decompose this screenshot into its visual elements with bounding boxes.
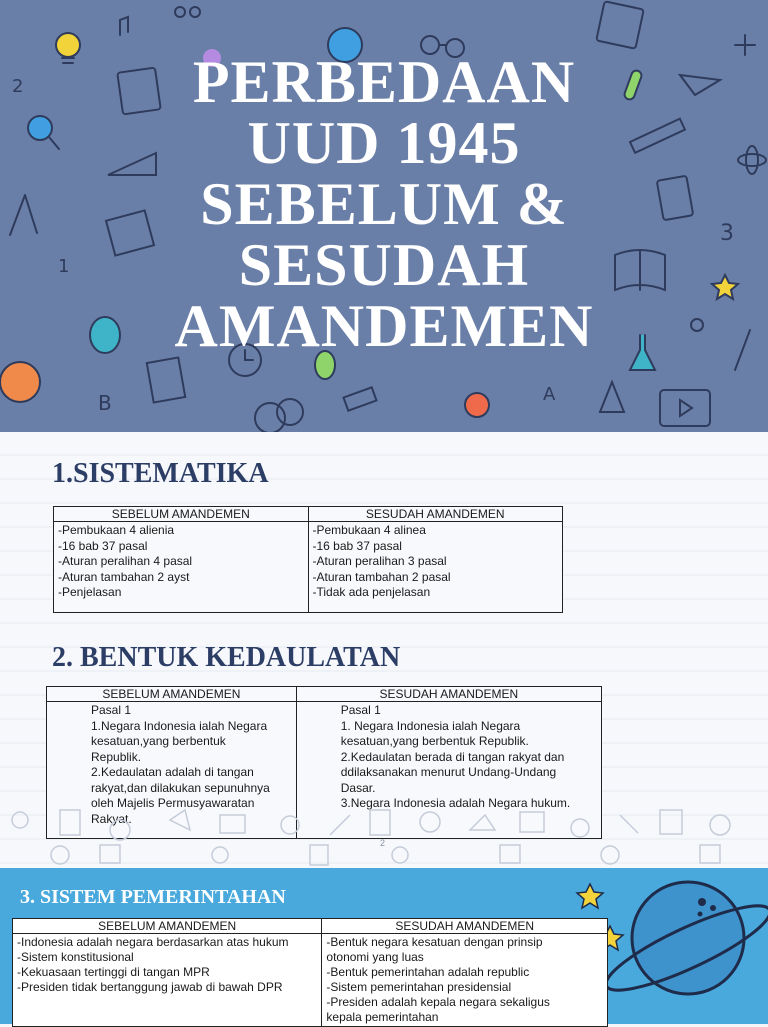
section1-after-cell xyxy=(308,522,563,613)
list-item: Dasar. xyxy=(340,780,376,795)
circles-icon xyxy=(255,403,285,432)
music-note-icon xyxy=(120,17,128,35)
section3-header-after: SESUDAH AMANDEMEN xyxy=(322,919,608,934)
hero-title-line: AMANDEMEN xyxy=(174,293,594,359)
hero-title-line: SESUDAH xyxy=(238,232,530,298)
section3-after-cell xyxy=(322,934,608,1027)
list-item: 2.Kedaulatan berada di tangan rakyat dan xyxy=(340,749,565,764)
page-number: 2 xyxy=(380,838,386,848)
star-icon xyxy=(577,884,603,908)
list-item: -16 bab 37 pasal xyxy=(58,538,148,553)
list-item: -Pembukaan 4 alinea xyxy=(312,523,426,537)
section1-title: 1.SISTEMATIKA xyxy=(52,458,269,489)
list-item: Pasal 1 xyxy=(340,703,381,717)
list-item: -Tidak ada penjelasan xyxy=(312,585,431,599)
number-1-icon: 1 xyxy=(58,256,70,277)
list-item: -Bentuk negara kesatuan dengan prinsip xyxy=(326,935,543,949)
hero-title-line: PERBEDAAN xyxy=(192,49,576,115)
list-item: 3.Negara Indonesia adalah Negara hukum. xyxy=(340,796,571,810)
hero-banner xyxy=(0,0,768,432)
list-item: Rakyat. xyxy=(91,811,132,826)
apple-icon xyxy=(465,393,489,417)
section1-table xyxy=(53,506,563,613)
list-item: kesatuan,yang berbentuk xyxy=(91,734,226,748)
pyramid-icon xyxy=(600,382,624,412)
list-item: -Indonesia adalah negara berdasarkan atas hukum xyxy=(17,935,289,949)
notebook-icon xyxy=(596,1,643,48)
section2-header-after: SESUDAH AMANDEMEN xyxy=(296,687,601,702)
letter-b-icon: B xyxy=(98,391,112,415)
list-item: 2.Kedaulatan adalah di tangan xyxy=(91,765,254,779)
list-item: -Sistem pemerintahan presidensial xyxy=(326,980,512,994)
list-item: -Aturan tambahan 2 pasal xyxy=(312,569,451,584)
list-item: Republik. xyxy=(91,749,142,764)
list-item: Pasal 1 xyxy=(91,703,132,717)
list-item: ddilaksanakan menurut Undang-Undang xyxy=(340,765,557,779)
list-item: kepala pemerintahan xyxy=(326,1010,439,1024)
eraser-icon xyxy=(344,387,377,410)
doodle-strip xyxy=(0,800,768,868)
list-item: -16 bab 37 pasal xyxy=(312,538,402,553)
section2-title: 2. BENTUK KEDAULATAN xyxy=(52,642,401,673)
section3-header-before: SEBELUM AMANDEMEN xyxy=(13,919,322,934)
list-item: rakyat,dan dilakukan sepunuhnya xyxy=(91,780,270,795)
section2-header-before: SEBELUM AMANDEMEN xyxy=(47,687,297,702)
scissors-icon xyxy=(175,7,185,17)
letter-a-icon: A xyxy=(543,384,556,405)
section3-title: 3. SISTEM PEMERINTAHAN xyxy=(20,886,286,908)
document-icon xyxy=(147,358,185,403)
list-item: -Aturan peralihan 3 pasal xyxy=(312,554,447,568)
hero-title xyxy=(0,49,768,359)
section1-header-before: SEBELUM AMANDEMEN xyxy=(54,507,309,522)
list-item: -Sistem konstitusional xyxy=(17,950,134,964)
list-item: oleh Majelis Permusyawaratan xyxy=(91,796,255,810)
list-item: -Presiden tidak bertanggung jawab di bawah DPR xyxy=(17,980,283,994)
list-item: -Pembukaan 4 alienia xyxy=(58,523,175,537)
list-item: 1. Negara Indonesia ialah Negara xyxy=(340,718,521,733)
section3-table xyxy=(12,918,608,1027)
list-item: -Aturan peralihan 4 pasal xyxy=(58,554,193,568)
list-item: -Aturan tambahan 2 ayst xyxy=(58,569,190,584)
list-item: -Bentuk pemerintahan adalah republic xyxy=(326,965,530,979)
section1-header-after: SESUDAH AMANDEMEN xyxy=(308,507,563,522)
list-item: 1.Negara Indonesia ialah Negara xyxy=(91,718,268,733)
number-2-icon: 2 xyxy=(12,76,24,97)
list-item: -Kekuasaan tertinggi di tangan MPR xyxy=(17,965,210,979)
hero-title-line: SEBELUM & xyxy=(200,171,568,237)
section3-before-cell xyxy=(13,934,322,1027)
number-3-icon: 3 xyxy=(720,221,734,246)
hero-title-line: UUD 1945 xyxy=(247,110,521,176)
list-item: otonomi yang luas xyxy=(326,950,424,964)
list-item: -Penjelasan xyxy=(58,585,122,599)
section1-before-cell xyxy=(54,522,309,613)
video-icon xyxy=(660,390,710,426)
list-item: kesatuan,yang berbentuk Republik. xyxy=(340,734,529,748)
list-item: -Presiden adalah kepala negara sekaligus xyxy=(326,995,550,1009)
basketball-icon xyxy=(0,362,40,402)
